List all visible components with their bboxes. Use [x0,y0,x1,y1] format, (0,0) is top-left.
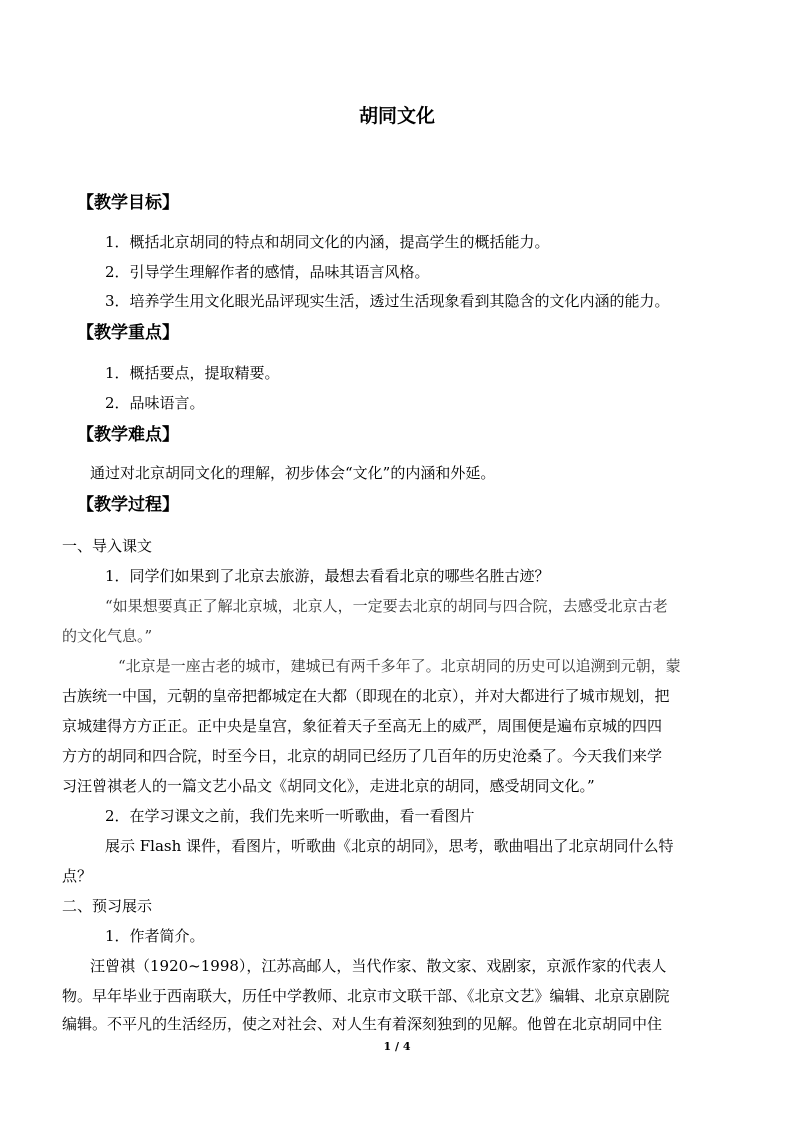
part1-question-2: 2．在学习课文之前，我们先来听一听歌曲，看一看图片 [105,807,475,825]
objectives-heading: 【教学目标】 [77,193,179,213]
quote-paragraph-line: 古族统一中国，元朝的皇帝把都城定在大都（即现在的北京），并对大都进行了城市规划，把 [62,687,670,705]
quote-paragraph-line: “如果想要真正了解北京城，北京人，一定要去北京的胡同与四合院，去感受北京古老 [105,597,668,615]
key-point-item: 2．品味语言。 [105,394,205,412]
page-number: 1 / 4 [383,1040,411,1053]
quote-paragraph-line: 的文化气息。” [62,627,153,645]
document-title: 胡同文化 [358,105,435,127]
difficulties-heading: 【教学难点】 [77,425,179,445]
part1-question-1: 1．同学们如果到了北京去旅游，最想去看看北京的哪些名胜古迹？ [105,567,550,585]
show-paragraph-line: 展示 Flash 课件，看图片，听歌曲《北京的胡同》，思考，歌曲唱出了北京胡同什么特 [105,837,674,855]
bio-paragraph-line: 物。早年毕业于西南联大，历任中学教师、北京市文联干部、《北京文艺》编辑、北京京剧院 [62,987,670,1005]
part2-question-1: 1．作者简介。 [105,927,205,945]
process-heading: 【教学过程】 [77,495,179,515]
objective-item: 1．概括北京胡同的特点和胡同文化的内涵，提高学生的概括能力。 [105,233,550,251]
quote-paragraph-line: “北京是一座古老的城市，建城已有两千多年了。北京胡同的历史可以追溯到元朝，蒙 [118,657,681,675]
part2-heading: 二、预习展示 [62,897,153,915]
show-paragraph-line: 点？ [62,867,93,885]
part1-heading: 一、导入课文 [62,537,153,555]
objective-item: 3．培养学生用文化眼光品评现实生活，透过生活现象看到其隐含的文化内涵的能力。 [105,292,670,310]
key-point-item: 1．概括要点，提取精要。 [105,364,280,382]
objective-item: 2．引导学生理解作者的感情，品味其语言风格。 [105,263,430,281]
quote-paragraph-line: 习汪曾祺老人的一篇文艺小品文《胡同文化》，走进北京的胡同，感受胡同文化。” [62,777,595,795]
quote-paragraph-line: 方方的胡同和四合院，时至今日，北京的胡同已经历了几百年的历史沧桑了。今天我们来学 [62,747,663,765]
bio-paragraph-line: 汪曾祺（1920~1998），江苏高邮人，当代作家、散文家、戏剧家，京派作家的代表人 [90,957,667,975]
key-points-heading: 【教学重点】 [77,323,179,343]
difficulties-text: 通过对北京胡同文化的理解，初步体会“文化”的内涵和外延。 [90,464,496,482]
quote-paragraph-line: 京城建得方方正正。正中央是皇宫，象征着天子至高无上的威严，周围便是遍布京城的四四 [62,717,663,735]
bio-paragraph-line: 编辑。不平凡的生活经历，使之对社会、对人生有着深刻独到的见解。他曾在北京胡同中住 [62,1015,663,1033]
